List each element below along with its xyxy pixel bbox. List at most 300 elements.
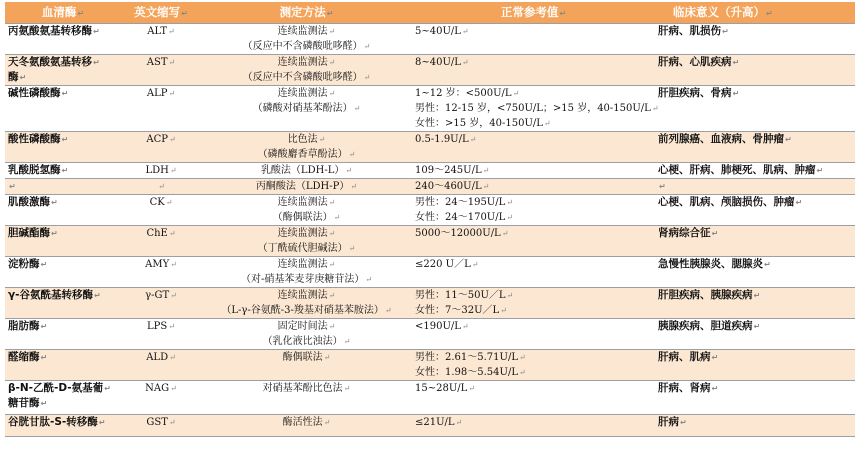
cell-text: 0.5-1.9U/L: [415, 134, 469, 145]
paragraph-mark-icon: ↵: [785, 135, 792, 144]
cell-text: 8~40U/L: [415, 57, 461, 68]
abbreviation-cell: [121, 288, 201, 319]
header-reference: 正常参考值↵: [412, 3, 655, 24]
table-row: [5, 415, 855, 437]
cell-text-line: [415, 179, 652, 194]
paragraph-mark-icon: ↵: [168, 322, 175, 331]
abbreviation-cell: [121, 163, 201, 179]
cell-text-line: [8, 132, 118, 147]
method-cell: [201, 257, 412, 288]
table-row: [5, 163, 855, 179]
cell-text: 天冬氨酸氨基转移: [8, 56, 92, 68]
paragraph-mark-icon: ↵: [168, 58, 176, 67]
table-row: [5, 195, 855, 226]
cell-text-line: [415, 163, 652, 178]
paragraph-mark-icon: ↵: [363, 73, 371, 82]
cell-text-line: [8, 381, 118, 396]
paragraph-mark-icon: ↵: [170, 291, 177, 300]
header-method: 测定方法↵: [201, 3, 412, 24]
paragraph-mark-icon: ↵: [93, 58, 100, 67]
paragraph-mark-icon: ↵: [61, 135, 69, 144]
cell-text: 男性：11～50U／L: [415, 290, 506, 301]
paragraph-mark-icon: ↵: [512, 89, 520, 98]
clinical-significance-cell: [655, 55, 855, 86]
paragraph-mark-icon: ↵: [471, 260, 479, 269]
cell-text-line: [204, 319, 409, 334]
enzyme-name-cell: [5, 288, 121, 319]
paragraph-mark-icon: ↵: [170, 384, 177, 393]
cell-text-line: [204, 350, 409, 365]
cell-text: 丙氨酸氨基转移酶: [8, 25, 92, 37]
reference-value-cell: [412, 195, 655, 226]
cell-text: 酸性磷酸酶: [8, 133, 61, 145]
cell-text: 肾病综合征: [658, 227, 711, 239]
cell-text: 酶: [8, 71, 19, 83]
clinical-significance-cell: [655, 179, 855, 195]
table-row: [5, 350, 855, 381]
method-cell: [201, 179, 412, 195]
table-row: [5, 55, 855, 86]
paragraph-mark-icon: ↵: [40, 353, 48, 362]
cell-text-line: [415, 116, 652, 131]
method-cell: [201, 381, 412, 415]
clinical-significance-cell: [655, 24, 855, 55]
enzyme-name-cell: [5, 257, 121, 288]
cell-text-line: [204, 39, 409, 54]
cell-text-line: [204, 415, 409, 430]
cell-text: γ-谷氨酰基转移酶: [8, 289, 94, 301]
cell-text-line: [415, 101, 659, 116]
cell-text: 109～245U/L: [415, 165, 482, 176]
paragraph-mark-icon: ↵: [518, 353, 526, 362]
cell-text-line: [204, 241, 409, 256]
paragraph-mark-icon: ↵: [98, 418, 106, 427]
cell-text-line: [204, 381, 409, 396]
cell-text-line: [204, 210, 409, 225]
cell-text: 连续监测法: [277, 228, 328, 239]
paragraph-mark-icon: ↵: [543, 119, 551, 128]
cell-text-line: [204, 55, 409, 70]
paragraph-mark-icon: ↵: [9, 182, 16, 191]
paragraph-mark-icon: ↵: [753, 291, 761, 300]
cell-text-line: [415, 132, 652, 147]
cell-text: 男性：24～195U/L: [415, 197, 506, 208]
cell-text: ≤220 U／L: [415, 259, 471, 270]
method-cell: [201, 24, 412, 55]
paragraph-mark-icon: ↵: [323, 418, 331, 427]
cell-text: （对-硝基苯麦芽庚糖苷法）: [240, 274, 365, 285]
cell-text-line: [124, 24, 198, 39]
paragraph-mark-icon: ↵: [343, 337, 351, 346]
table-row: [5, 319, 855, 350]
cell-text: （反应中不含磷酸吡哆醛）: [242, 72, 363, 83]
clinical-significance-cell: [655, 415, 855, 437]
cell-text-line: [204, 272, 409, 287]
cell-text-line: [658, 195, 852, 210]
abbreviation-cell: [121, 319, 201, 350]
paragraph-mark-icon: ↵: [169, 166, 177, 175]
cell-text-line: [658, 163, 852, 178]
cell-text-line: [415, 86, 652, 101]
cell-text: 对硝基苯酚比色法: [262, 383, 343, 394]
paragraph-mark-icon: ↵: [651, 104, 659, 113]
cell-text-line: [204, 226, 409, 241]
paragraph-mark-icon: ↵: [170, 260, 177, 269]
table-body: [5, 24, 855, 437]
table-row: [5, 86, 855, 132]
cell-text-line: [8, 163, 118, 178]
cell-text: 胰腺疾病、胆道疾病: [658, 320, 753, 332]
method-cell: [201, 415, 412, 437]
cell-text: （磷酸麝香草酚法）: [257, 149, 348, 160]
paragraph-mark-icon: ↵: [468, 384, 475, 393]
abbreviation-cell: [121, 86, 201, 132]
table-row: [5, 257, 855, 288]
reference-value-cell: [412, 381, 655, 415]
cell-text-line: [204, 101, 409, 116]
reference-value-cell: [412, 24, 655, 55]
method-cell: [201, 132, 412, 163]
paragraph-mark-icon: ↵: [51, 198, 58, 207]
paragraph-mark-icon: ↵: [168, 27, 175, 36]
cell-text: LDH: [145, 165, 169, 176]
paragraph-mark-icon: ↵: [51, 229, 58, 238]
paragraph-mark-icon: ↵: [659, 182, 666, 191]
cell-text-line: [204, 24, 409, 39]
cell-text-line: [204, 132, 409, 147]
enzyme-name-cell: [5, 195, 121, 226]
reference-value-cell: [412, 179, 655, 195]
enzyme-name-cell: [5, 179, 121, 195]
cell-text: 男性：12-15 岁，<750U/L；>15 岁，40-150U/L: [415, 103, 651, 114]
cell-text: 肝病、肾病: [658, 382, 711, 394]
table-row: [5, 288, 855, 319]
reference-value-cell: [412, 415, 655, 437]
cell-text: 肌酸激酶: [8, 196, 50, 208]
cell-text: 男性：2.61～5.71U/L: [415, 352, 518, 363]
paragraph-mark-icon: ↵: [500, 306, 507, 315]
cell-text-line: [124, 55, 198, 70]
cell-text-line: [204, 70, 409, 85]
method-cell: [201, 350, 412, 381]
reference-value-cell: [412, 288, 655, 319]
cell-text-line: [204, 163, 409, 178]
paragraph-mark-icon: ↵: [168, 89, 176, 98]
cell-text: 淀粉酶: [8, 258, 40, 270]
cell-text: 肝胆疾病、骨病: [658, 87, 732, 99]
cell-text: 碱性磷酸酶: [8, 87, 61, 99]
cell-text: 脂肪酶: [8, 320, 40, 332]
cell-text-line: [8, 319, 118, 334]
cell-text: 240～460U/L: [415, 181, 482, 192]
paragraph-mark-icon: ↵: [501, 229, 509, 238]
paragraph-mark-icon: ↵: [93, 27, 100, 36]
paragraph-mark-icon: ↵: [482, 182, 490, 191]
reference-value-cell: [412, 163, 655, 179]
cell-text-line: [8, 257, 118, 272]
cell-text-line: [658, 288, 852, 303]
paragraph-mark-icon: ↵: [518, 368, 526, 377]
cell-text-line: [415, 365, 652, 380]
reference-value-cell: [412, 350, 655, 381]
clinical-significance-cell: [655, 288, 855, 319]
cell-text: 丙酮酸法（LDH-P）: [255, 181, 350, 192]
cell-text-line: [8, 70, 118, 85]
cell-text: ACP: [146, 134, 168, 145]
cell-text-line: [658, 132, 852, 147]
cell-text-line: [658, 55, 852, 70]
paragraph-mark-icon: ↵: [732, 58, 740, 67]
paragraph-mark-icon: ↵: [40, 260, 48, 269]
table-row: [5, 24, 855, 55]
cell-text-line: [658, 350, 852, 365]
cell-text: CK: [149, 197, 165, 208]
cell-text: 肝病、肌损伤: [658, 25, 721, 37]
paragraph-mark-icon: ↵: [158, 182, 165, 191]
cell-text-line: [124, 288, 198, 303]
cell-text-line: [415, 350, 652, 365]
cell-text-line: [204, 86, 409, 101]
paragraph-mark-icon: ↵: [348, 150, 356, 159]
paragraph-mark-icon: ↵: [753, 322, 761, 331]
table-row: [5, 381, 855, 415]
method-cell: [201, 226, 412, 257]
paragraph-mark-icon: ↵: [816, 166, 824, 175]
enzyme-name-cell: [5, 226, 121, 257]
paragraph-mark-icon: ↵: [345, 166, 353, 175]
clinical-significance-cell: [655, 381, 855, 415]
cell-text-line: [658, 381, 852, 396]
cell-text-line: [124, 319, 198, 334]
cell-text-line: [415, 303, 652, 318]
cell-text-line: [204, 334, 409, 349]
paragraph-mark-icon: ↵: [328, 322, 336, 331]
cell-text: <190U/L: [415, 321, 461, 332]
cell-text: 醛缩酶: [8, 351, 40, 363]
clinical-significance-cell: [655, 195, 855, 226]
paragraph-mark-icon: ↵: [461, 58, 469, 67]
paragraph-mark-icon: ↵: [318, 135, 326, 144]
paragraph-mark-icon: ↵: [328, 229, 336, 238]
cell-text-line: [658, 86, 852, 101]
abbreviation-cell: [121, 179, 201, 195]
cell-text: 连续监测法: [277, 88, 328, 99]
reference-value-cell: [412, 257, 655, 288]
paragraph-mark-icon: ↵: [94, 291, 101, 300]
cell-text: 肝病: [658, 416, 679, 428]
cell-text-line: [204, 147, 409, 162]
cell-text: 肝胆疾病、胰腺疾病: [658, 289, 753, 301]
abbreviation-cell: [121, 226, 201, 257]
cell-text: 心梗、肌病、颅脑损伤、肿瘤: [658, 196, 795, 208]
paragraph-mark-icon: ↵: [328, 58, 336, 67]
enzyme-name-cell: [5, 415, 121, 437]
cell-text: ALP: [146, 88, 168, 99]
paragraph-mark-icon: ↵: [40, 399, 48, 408]
cell-text: 女性：7～32U／L: [415, 305, 500, 316]
cell-text: AST: [146, 57, 168, 68]
cell-text: ALD: [146, 352, 169, 363]
cell-text-line: [124, 257, 198, 272]
cell-text: 女性：1.98～5.54U/L: [415, 367, 518, 378]
method-cell: [201, 195, 412, 226]
cell-text: ≤21U/L: [415, 417, 455, 428]
cell-text: （L-γ-谷氨酰-3-羧基对硝基苯胺法）: [221, 305, 384, 316]
cell-text-line: [204, 303, 409, 318]
cell-text: 5000～12000U/L: [415, 228, 501, 239]
header-clinical: 临床意义（升高）↵: [655, 3, 855, 24]
cell-text-line: [8, 86, 118, 101]
cell-text-line: [658, 226, 852, 241]
paragraph-mark-icon: ↵: [168, 135, 176, 144]
cell-text: γ-GT: [145, 290, 170, 301]
paragraph-mark-icon: ↵: [732, 89, 740, 98]
cell-text: 女性：>15 岁，40-150U/L: [415, 118, 543, 129]
clinical-significance-cell: [655, 350, 855, 381]
paragraph-mark-icon: ↵: [348, 244, 356, 253]
paragraph-mark-icon: ↵: [333, 213, 341, 222]
cell-text: 固定时间法: [277, 321, 328, 332]
enzyme-name-cell: [5, 55, 121, 86]
cell-text-line: [8, 288, 118, 303]
paragraph-mark-icon: ↵: [711, 229, 719, 238]
paragraph-mark-icon: ↵: [384, 306, 392, 315]
cell-text-line: [658, 319, 852, 334]
table-row: [5, 132, 855, 163]
abbreviation-cell: [121, 257, 201, 288]
cell-text: （酶偶联法）: [272, 212, 333, 223]
cell-text: 女性：24～170U/L: [415, 212, 506, 223]
enzyme-name-cell: [5, 24, 121, 55]
enzyme-name-cell: [5, 350, 121, 381]
cell-text-line: [124, 163, 198, 178]
paragraph-mark-icon: ↵: [165, 198, 173, 207]
paragraph-mark-icon: ↵: [169, 353, 176, 362]
paragraph-mark-icon: ↵: [350, 182, 358, 191]
cell-text-line: [124, 195, 198, 210]
paragraph-mark-icon: ↵: [328, 260, 336, 269]
table-row: [5, 226, 855, 257]
cell-text-line: [658, 179, 852, 194]
cell-text-line: [124, 350, 198, 365]
paragraph-mark-icon: ↵: [455, 418, 463, 427]
reference-value-cell: [412, 86, 659, 132]
cell-text-line: [415, 226, 652, 241]
method-cell: [201, 319, 412, 350]
method-cell: [201, 163, 412, 179]
paragraph-mark-icon: ↵: [328, 27, 336, 36]
clinical-significance-cell: [655, 226, 855, 257]
paragraph-mark-icon: ↵: [323, 353, 331, 362]
cell-text-line: [8, 226, 118, 241]
paragraph-mark-icon: ↵: [711, 384, 719, 393]
paragraph-mark-icon: ↵: [469, 135, 477, 144]
cell-text: （反应中不含磷酸吡哆醛）: [242, 41, 363, 52]
cell-text-line: [204, 195, 409, 210]
cell-text-line: [658, 257, 852, 272]
paragraph-mark-icon: ↵: [363, 42, 371, 51]
paragraph-mark-icon: ↵: [168, 418, 176, 427]
cell-text: 乳酸脱氢酶: [8, 164, 61, 176]
clinical-significance-cell: [655, 319, 855, 350]
cell-text: 谷胱甘肽-S-转移酶: [8, 416, 98, 428]
method-cell: [201, 86, 412, 132]
cell-text: 急慢性胰腺炎、腮腺炎: [658, 258, 763, 270]
paragraph-mark-icon: ↵: [711, 353, 719, 362]
cell-text: ChE: [146, 228, 168, 239]
abbreviation-cell: [121, 24, 201, 55]
cell-text-line: [8, 415, 118, 430]
cell-text: 前列腺癌、血液病、骨肿瘤: [658, 133, 784, 145]
paragraph-mark-icon: ↵: [506, 198, 513, 207]
abbreviation-cell: [121, 415, 201, 437]
clinical-significance-cell: [655, 163, 855, 179]
paragraph-mark-icon: ↵: [795, 198, 803, 207]
enzyme-name-cell: [5, 319, 121, 350]
cell-text: 肝病、肌病: [658, 351, 711, 363]
reference-value-cell: [412, 226, 655, 257]
cell-text-line: [415, 415, 652, 430]
reference-value-cell: [412, 319, 655, 350]
abbreviation-cell: [121, 55, 201, 86]
cell-text-line: [658, 415, 852, 430]
cell-text: GST: [146, 417, 168, 428]
cell-text-line: [415, 210, 652, 225]
enzyme-name-cell: [5, 86, 121, 132]
cell-text: 酶活性法: [282, 417, 323, 428]
paragraph-mark-icon: ↵: [168, 229, 176, 238]
cell-text: 连续监测法: [277, 26, 328, 37]
cell-text: β-N-乙酰-D-氨基葡: [8, 382, 104, 394]
paragraph-mark-icon: ↵: [343, 384, 351, 393]
paragraph-mark-icon: ↵: [328, 198, 336, 207]
serum-enzyme-table: [5, 2, 855, 437]
cell-text-line: [204, 257, 409, 272]
paragraph-mark-icon: ↵: [461, 27, 469, 36]
table-row: [5, 179, 855, 195]
clinical-significance-cell: [655, 132, 855, 163]
cell-text: LPS: [147, 321, 168, 332]
cell-text-line: [124, 381, 198, 396]
cell-text-line: [124, 179, 198, 194]
paragraph-mark-icon: ↵: [722, 27, 729, 36]
cell-text-line: [8, 195, 118, 210]
cell-text-line: [8, 24, 118, 39]
cell-text-line: [124, 86, 198, 101]
header-enzyme: 血清酶↵: [5, 3, 121, 24]
header-abbreviation: 英文缩写↵: [121, 3, 201, 24]
cell-text-line: [204, 288, 409, 303]
cell-text-line: [415, 288, 652, 303]
cell-text-line: [124, 132, 198, 147]
cell-text: 连续监测法: [277, 290, 328, 301]
paragraph-mark-icon: ↵: [328, 291, 336, 300]
enzyme-name-cell: [5, 163, 121, 179]
enzyme-name-cell: [5, 381, 121, 415]
paragraph-mark-icon: ↵: [764, 260, 771, 269]
paragraph-mark-icon: ↵: [61, 166, 69, 175]
paragraph-mark-icon: ↵: [461, 322, 469, 331]
cell-text-line: [415, 257, 652, 272]
cell-text: 肝病、心肌疾病: [658, 56, 732, 68]
paragraph-mark-icon: ↵: [482, 166, 490, 175]
cell-text-line: [124, 226, 198, 241]
cell-text: （乳化液比浊法）: [262, 336, 343, 347]
clinical-significance-cell: [655, 257, 855, 288]
paragraph-mark-icon: ↵: [506, 291, 514, 300]
cell-text-line: [8, 396, 118, 411]
paragraph-mark-icon: ↵: [19, 73, 27, 82]
